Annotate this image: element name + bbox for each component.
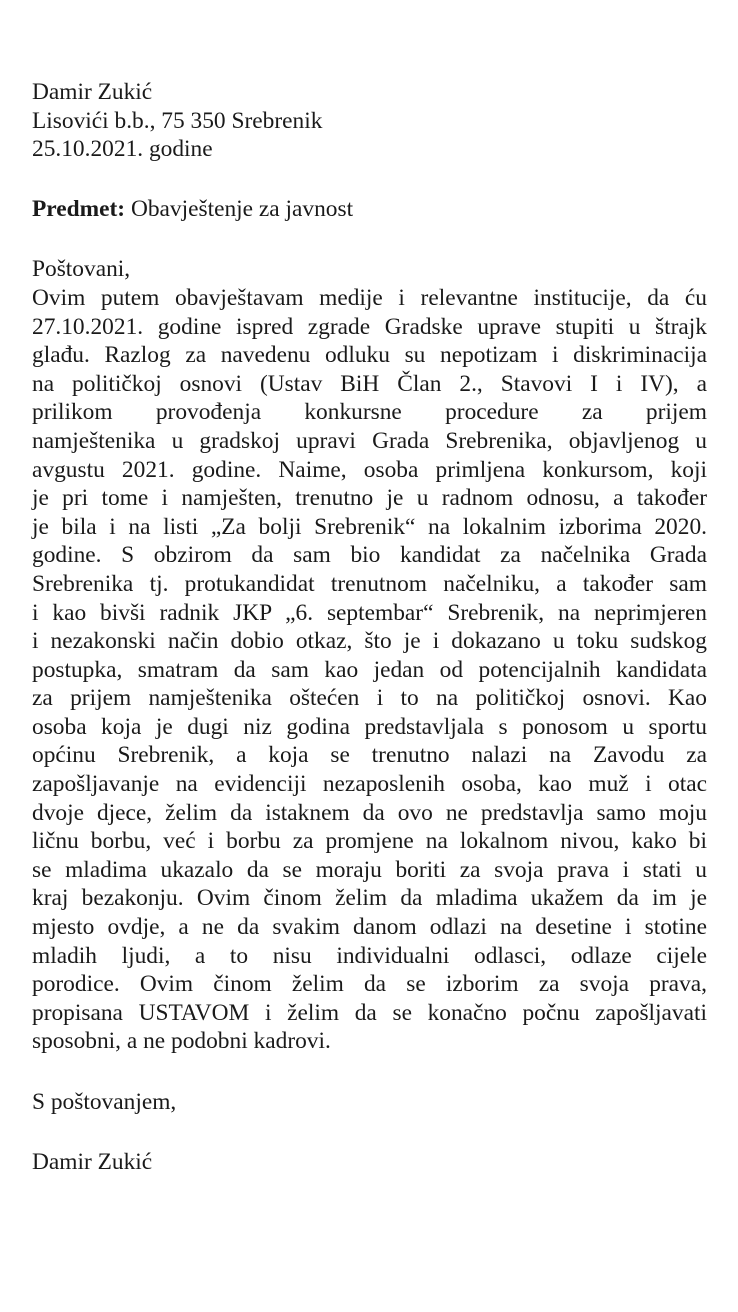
- subject-text: Obavještenje za javnost: [130, 196, 354, 223]
- body-line: općinu Srebrenik, a koja se trenutno nalazi na Zavodu za: [32, 742, 707, 769]
- spacer: [32, 164, 707, 196]
- body-line: mladih ljudi, a to nisu individualni odlasci, odlaze cijele: [32, 942, 707, 969]
- subject-label: Predmet:: [32, 196, 126, 223]
- letter-body: [32, 284, 707, 1056]
- sender-name: Damir Zukić: [32, 79, 153, 105]
- body-line: namještenika u gradskoj upravi Grada Srebrenika, objavljenog u: [32, 427, 707, 454]
- body-line: je bila i na listi „Za bolji Srebrenik“ na lokalnim izborima 2020.: [32, 513, 707, 540]
- spacer: [32, 1056, 707, 1088]
- letter-page: [32, 78, 707, 1176]
- body-line: mjesto ovdje, a ne da svakim danom odlazi na desetine i stotine: [32, 914, 707, 941]
- body-line: na političkoj osnovi (Ustav BiH Član 2., Stavovi I i IV), a: [32, 370, 707, 397]
- body-line: zapošljavanje na evidenciji nezaposlenih osoba, kao muž i otac: [32, 771, 707, 798]
- body-line: Srebrenika tj. protukandidat trenutnom načelniku, a također sam: [32, 570, 707, 597]
- body-line: dvoje djece, želim da istaknem da ovo ne predstavlja samo moju: [32, 799, 707, 826]
- body-line: i nezakonski način dobio otkaz, što je i dokazano u toku sudskog: [32, 628, 707, 655]
- body-line: godine. S obzirom da sam bio kandidat za načelnika Grada: [32, 542, 707, 569]
- body-line: glađu. Razlog za navedenu odluku su nepotizam i diskriminacija: [32, 342, 707, 369]
- spacer: [32, 1116, 707, 1148]
- body-line: postupka, smatram da sam kao jedan od potencijalnih kandidata: [32, 656, 707, 683]
- subject-line: [32, 195, 707, 224]
- body-line: Ovim putem obavještavam medije i relevantne institucije, da ću: [32, 284, 707, 311]
- body-line: osoba koja je dugi niz godina predstavljala s ponosom u sportu: [32, 713, 707, 740]
- body-line: kraj bezakonju. Ovim činom želim da mladima ukažem da im je: [32, 885, 707, 912]
- body-line: je pri tome i namješten, trenutno je u radnom odnosu, a također: [32, 485, 707, 512]
- body-line: porodice. Ovim činom želim da se izborim za svoja prava,: [32, 971, 707, 998]
- body-line: i kao bivši radnik JKP „6. septembar“ Srebrenik, na neprimjeren: [32, 599, 707, 626]
- letter-date: 25.10.2021. godine: [32, 136, 213, 163]
- body-line: 27.10.2021. godine ispred zgrade Gradske uprave stupiti u štrajk: [32, 313, 707, 340]
- body-line: se mladima ukazalo da se moraju boriti za svoja prava i stati u: [32, 856, 707, 883]
- greeting: Poštovani,: [32, 256, 131, 283]
- body-line: avgustu 2021. godine. Naime, osoba primljena konkursom, koji: [32, 456, 707, 483]
- signature: Damir Zukić: [32, 1148, 153, 1175]
- body-line: ličnu borbu, već i borbu za promjene na lokalnom nivou, kako bi: [32, 828, 707, 855]
- body-line: propisana USTAVOM i želim da se konačno počnu zapošljavati: [32, 999, 707, 1026]
- body-line: sposobni, a ne podobni kadrovi.: [32, 1028, 331, 1055]
- body-line: prilikom provođenja konkursne procedure za prijem: [32, 399, 707, 426]
- closing: S poštovanjem,: [32, 1088, 177, 1115]
- sender-address: Lisovići b.b., 75 350 Srebrenik: [32, 107, 323, 134]
- body-line: za prijem namještenika oštećen i to na političkoj osnovi. Kao: [32, 685, 707, 712]
- spacer: [32, 224, 707, 256]
